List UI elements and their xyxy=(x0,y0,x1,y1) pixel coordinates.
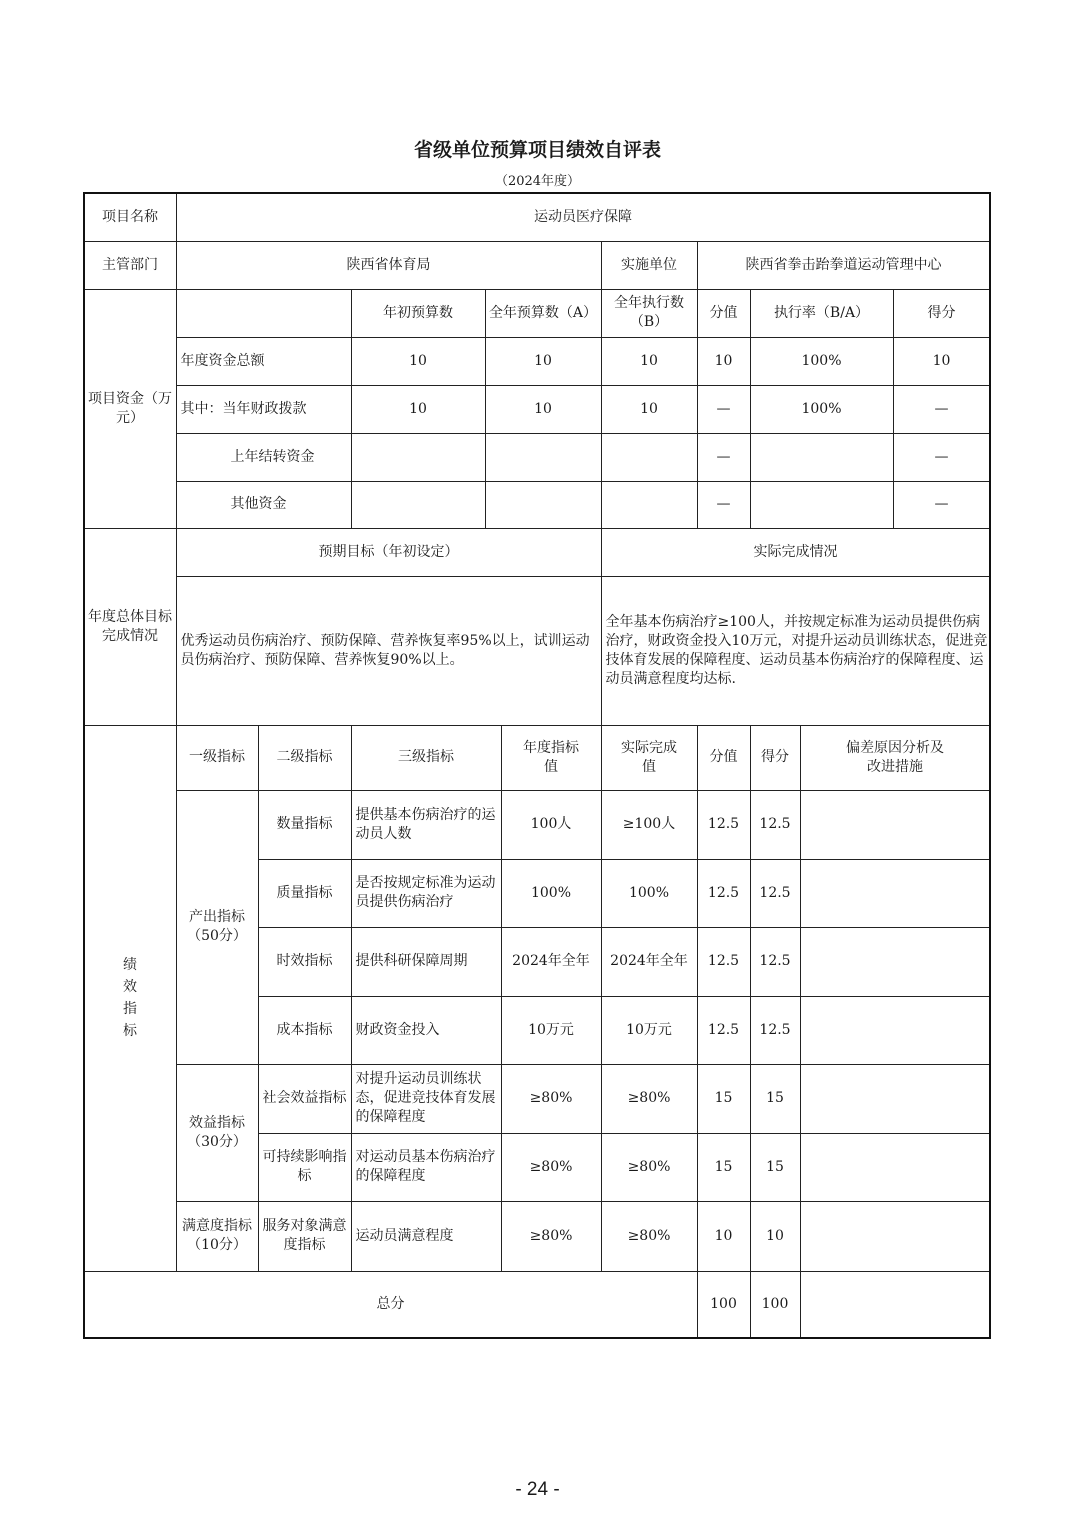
indicator-score xyxy=(750,1064,801,1134)
funds-cell-rate xyxy=(750,337,894,386)
group-satisfaction xyxy=(176,1201,259,1272)
funds-section-label-text: 项目资金（万元） xyxy=(88,390,172,426)
indicator-level2-text: 质量指标 xyxy=(276,884,333,901)
total-deviation xyxy=(800,1271,991,1339)
funds-cell-score-text: — xyxy=(934,496,949,512)
funds-header-score-text: 得分 xyxy=(927,304,956,321)
indicator-score-value xyxy=(697,1064,751,1134)
funds-row-label-text: 其中：当年财政拨款 xyxy=(180,400,307,417)
project-name-label-text: 项目名称 xyxy=(102,208,158,225)
funds-cell-score-value xyxy=(697,433,751,482)
indicator-level3 xyxy=(351,1133,502,1202)
dept-value-text: 陕西省体育局 xyxy=(346,256,431,273)
indicator-actual-text: ≥100人 xyxy=(622,816,676,832)
header-score xyxy=(750,725,801,791)
funds-header-executed xyxy=(601,289,698,338)
total-score xyxy=(750,1271,801,1339)
indicator-score-value-text: 15 xyxy=(714,1158,733,1175)
funds-section-label xyxy=(84,289,177,529)
funds-header-annual-text: 全年预算数（A） xyxy=(488,304,598,321)
indicator-score-value-text: 12.5 xyxy=(707,953,740,969)
indicator-target-text: ≥80% xyxy=(529,1227,573,1244)
total-label xyxy=(84,1271,698,1339)
group-output xyxy=(176,790,259,1065)
funds-row-label-text: 上年结转资金 xyxy=(230,448,315,465)
indicator-score xyxy=(750,1201,801,1272)
goals-expected-header xyxy=(176,528,602,577)
indicator-level3-text: 对运动员基本伤病治疗的保障程度 xyxy=(355,1149,496,1184)
goals-section-label xyxy=(84,528,177,726)
indicator-actual xyxy=(601,1064,698,1134)
indicator-level3 xyxy=(351,927,502,997)
impl-value xyxy=(697,241,991,290)
indicator-level3 xyxy=(351,1064,502,1134)
funds-cell-score-text: — xyxy=(934,400,949,417)
indicator-target-text: 2024年全年 xyxy=(512,953,590,969)
funds-header-executed-text: 全年执行数（B） xyxy=(614,295,684,330)
indicator-deviation xyxy=(800,927,991,997)
funds-cell-score-text: 10 xyxy=(932,352,951,369)
goals-actual-text xyxy=(601,576,991,726)
header-level2 xyxy=(258,725,352,791)
funds-cell-score-value xyxy=(697,385,751,434)
total-score-value xyxy=(697,1271,751,1339)
funds-cell-executed xyxy=(601,481,698,529)
header-level1 xyxy=(176,725,259,791)
indicator-target-text: 100人 xyxy=(530,816,572,832)
funds-cell-annual xyxy=(485,385,602,434)
funds-cell-initial xyxy=(351,337,486,386)
funds-cell-score-text: — xyxy=(934,448,949,465)
indicator-actual-text: ≥80% xyxy=(627,1090,671,1106)
goals-actual-header xyxy=(601,528,991,577)
indicator-actual xyxy=(601,1133,698,1202)
indicator-target xyxy=(501,1133,602,1202)
indicator-level3-text: 是否按规定标准为运动员提供伤病治疗 xyxy=(355,875,496,910)
indicator-level2-text: 时效指标 xyxy=(276,953,333,969)
indicator-level2 xyxy=(258,1201,352,1272)
indicator-level2 xyxy=(258,790,352,860)
indicator-target xyxy=(501,1201,602,1272)
header-level2-text: 二级指标 xyxy=(276,749,333,765)
indicator-actual xyxy=(601,859,698,928)
funds-cell-initial xyxy=(351,433,486,482)
document-year: （2024年度） xyxy=(494,174,581,189)
indicator-score-text: 15 xyxy=(766,1090,784,1106)
total-score-value-text: 100 xyxy=(710,1296,737,1312)
indicator-level2-text: 数量指标 xyxy=(276,816,333,832)
indicator-score-value xyxy=(697,859,751,928)
indicator-target-text: ≥80% xyxy=(529,1158,573,1175)
funds-header-annual xyxy=(485,289,602,338)
funds-cell-executed xyxy=(601,337,698,386)
impl-value-text: 陕西省拳击跆拳道运动管理中心 xyxy=(745,256,942,273)
header-actual xyxy=(601,725,698,791)
indicator-deviation xyxy=(800,859,991,928)
funds-header-initial-text: 年初预算数 xyxy=(383,304,453,321)
indicator-score-value xyxy=(697,1133,751,1202)
indicator-score-value xyxy=(697,927,751,997)
indicator-target-text: ≥80% xyxy=(529,1090,573,1106)
funds-row-label xyxy=(176,433,352,482)
project-name-value-text: 运动员医疗保障 xyxy=(534,208,632,225)
funds-row-label-text: 其他资金 xyxy=(230,496,287,512)
funds-cell-score xyxy=(893,337,991,386)
indicator-target xyxy=(501,790,602,860)
header-score-text: 得分 xyxy=(761,749,789,765)
funds-row-label xyxy=(176,337,352,386)
indicator-score-value-text: 12.5 xyxy=(707,1021,740,1038)
indicator-score-value-text: 12.5 xyxy=(707,884,740,901)
indicator-score-text: 15 xyxy=(766,1158,784,1175)
impl-label-text: 实施单位 xyxy=(621,256,677,273)
funds-header-initial xyxy=(351,289,486,338)
indicator-level3 xyxy=(351,996,502,1065)
indicator-level2-text: 服务对象满意度指标 xyxy=(262,1218,347,1253)
indicator-score-text: 12.5 xyxy=(759,1021,791,1038)
indicator-score-text: 12.5 xyxy=(759,953,791,969)
indicator-actual-text: 10万元 xyxy=(626,1021,672,1038)
indicator-level2-text: 社会效益指标 xyxy=(262,1090,347,1106)
indicator-score-value xyxy=(697,790,751,860)
header-level3 xyxy=(351,725,502,791)
indicator-actual xyxy=(601,927,698,997)
indicator-level3-text: 提供基本伤病治疗的运动员人数 xyxy=(355,806,496,842)
dept-value xyxy=(176,241,602,290)
funds-cell-annual-text: 10 xyxy=(534,400,552,417)
funds-row-label xyxy=(176,481,352,529)
funds-header-rate xyxy=(750,289,894,338)
indicator-target xyxy=(501,859,602,928)
indicator-actual-text: 2024年全年 xyxy=(610,953,688,969)
funds-header-score-value-text: 分值 xyxy=(709,304,738,321)
indicator-score xyxy=(750,859,801,928)
dept-label xyxy=(84,241,177,290)
indicator-deviation xyxy=(800,996,991,1065)
header-actual-text: 实际完成值 xyxy=(621,739,677,775)
funds-cell-executed-text: 10 xyxy=(640,352,658,369)
funds-cell-score-value xyxy=(697,337,751,386)
goals-actual-header-text: 实际完成情况 xyxy=(753,543,838,560)
group-output-text: 产出指标（50分） xyxy=(187,909,247,944)
funds-cell-score-value-text: 10 xyxy=(714,352,733,369)
funds-cell-score-value-text: — xyxy=(716,448,731,465)
indicator-level2 xyxy=(258,1064,352,1134)
project-name-label xyxy=(84,193,177,242)
funds-cell-score xyxy=(893,481,991,529)
funds-row-label-text: 年度资金总额 xyxy=(180,352,265,369)
indicator-level2 xyxy=(258,996,352,1065)
funds-cell-executed-text: 10 xyxy=(640,400,658,417)
indicator-score xyxy=(750,790,801,860)
indicator-deviation xyxy=(800,1064,991,1134)
funds-header-score xyxy=(893,289,991,338)
funds-header-score-value xyxy=(697,289,751,338)
indicator-actual xyxy=(601,996,698,1065)
indicator-score-value-text: 10 xyxy=(714,1227,733,1244)
indicator-actual-text: ≥80% xyxy=(627,1158,671,1175)
indicator-target xyxy=(501,1064,602,1134)
project-name-value xyxy=(176,193,991,242)
indicator-level2-text: 成本指标 xyxy=(276,1021,333,1038)
group-benefit-text: 效益指标（30分） xyxy=(187,1114,247,1150)
indicator-level3 xyxy=(351,1201,502,1272)
indicator-actual-text: 100% xyxy=(628,884,670,901)
goals-section-label-text: 年度总体目标完成情况 xyxy=(88,608,172,644)
indicator-level3-text: 提供科研保障周期 xyxy=(355,953,468,969)
header-target xyxy=(501,725,602,791)
group-benefit xyxy=(176,1064,259,1202)
funds-cell-score xyxy=(893,385,991,434)
indicator-score-value-text: 15 xyxy=(714,1090,733,1106)
impl-label xyxy=(601,241,698,290)
indicator-deviation xyxy=(800,1201,991,1272)
indicator-level3-text: 财政资金投入 xyxy=(355,1021,440,1038)
indicator-actual xyxy=(601,1201,698,1272)
indicator-level3-text: 运动员满意程度 xyxy=(355,1227,454,1244)
funds-cell-score-value-text: — xyxy=(716,400,731,417)
funds-cell-rate xyxy=(750,481,894,529)
funds-cell-annual xyxy=(485,337,602,386)
goals-expected-text xyxy=(176,576,602,726)
funds-cell-executed xyxy=(601,433,698,482)
funds-header-rate-text: 执行率（B/A） xyxy=(773,304,870,321)
indicators-section-label-text: 绩效指标 xyxy=(123,957,137,1039)
indicator-level2 xyxy=(258,1133,352,1202)
group-satisfaction-text: 满意度指标（10分） xyxy=(182,1218,252,1253)
indicator-level3 xyxy=(351,859,502,928)
funds-cell-score-value xyxy=(697,481,751,529)
funds-cell-initial xyxy=(351,481,486,529)
goals-expected-text-text: 优秀运动员伤病治疗、预防保障、营养恢复率95%以上，试训运动员伤病治疗、预防保障、营养恢复90%以上。 xyxy=(180,632,590,668)
funds-cell-score xyxy=(893,433,991,482)
funds-cell-annual xyxy=(485,433,602,482)
header-deviation-text: 偏差原因分析及改进措施 xyxy=(846,739,944,775)
indicator-actual xyxy=(601,790,698,860)
indicator-target xyxy=(501,996,602,1065)
indicators-section-label xyxy=(84,725,177,1272)
indicator-target xyxy=(501,927,602,997)
header-level1-text: 一级指标 xyxy=(189,749,245,765)
indicator-score-value-text: 12.5 xyxy=(707,816,740,832)
funds-cell-annual xyxy=(485,481,602,529)
dept-label-text: 主管部门 xyxy=(102,256,158,273)
indicator-target-text: 10万元 xyxy=(528,1021,574,1038)
indicator-level2 xyxy=(258,927,352,997)
funds-header-blank xyxy=(176,289,352,338)
funds-cell-executed xyxy=(601,385,698,434)
indicator-score xyxy=(750,927,801,997)
indicator-score xyxy=(750,1133,801,1202)
funds-cell-initial xyxy=(351,385,486,434)
header-target-text: 年度指标值 xyxy=(523,739,579,775)
indicator-actual-text: ≥80% xyxy=(627,1227,671,1244)
header-score-value-text: 分值 xyxy=(709,749,738,765)
funds-cell-initial-text: 10 xyxy=(409,400,427,417)
header-score-value xyxy=(697,725,751,791)
indicator-score-text: 12.5 xyxy=(759,816,791,832)
funds-cell-rate xyxy=(750,385,894,434)
page-number: - 24 - xyxy=(515,1479,560,1500)
indicator-level2-text: 可持续影响指标 xyxy=(262,1149,347,1184)
indicator-deviation xyxy=(800,790,991,860)
funds-row-label xyxy=(176,385,352,434)
total-label-text: 总分 xyxy=(376,1296,405,1312)
funds-cell-initial-text: 10 xyxy=(409,352,427,369)
document-title: 省级单位预算项目绩效自评表 xyxy=(413,139,661,161)
indicator-score-text: 10 xyxy=(766,1227,784,1244)
indicator-level3-text: 对提升运动员训练状态，促进竞技体育发展的保障程度 xyxy=(355,1071,496,1125)
goals-actual-text-text: 全年基本伤病治疗≥100人，并按规定标准为运动员提供伤病治疗，财政资金投入10万元，对提升运动员训练状态，促进竞技体育发展的保障程度、运动员基本伤病治疗的保障程度、运动员满意程度均达标. xyxy=(605,613,988,687)
indicator-score-text: 12.5 xyxy=(759,884,791,901)
funds-cell-score-value-text: — xyxy=(716,496,731,512)
indicator-score-value xyxy=(697,996,751,1065)
funds-cell-rate-text: 100% xyxy=(801,400,842,417)
funds-cell-rate xyxy=(750,433,894,482)
indicator-deviation xyxy=(800,1133,991,1202)
funds-cell-annual-text: 10 xyxy=(534,352,552,369)
goals-expected-header-text: 预期目标（年初设定） xyxy=(318,543,459,560)
indicator-target-text: 100% xyxy=(530,884,572,901)
indicator-score-value xyxy=(697,1201,751,1272)
funds-cell-rate-text: 100% xyxy=(801,352,842,369)
indicator-level2 xyxy=(258,859,352,928)
total-score-text: 100 xyxy=(761,1296,789,1312)
header-deviation xyxy=(800,725,991,791)
header-level3-text: 三级指标 xyxy=(398,749,454,765)
indicator-level3 xyxy=(351,790,502,860)
indicator-score xyxy=(750,996,801,1065)
